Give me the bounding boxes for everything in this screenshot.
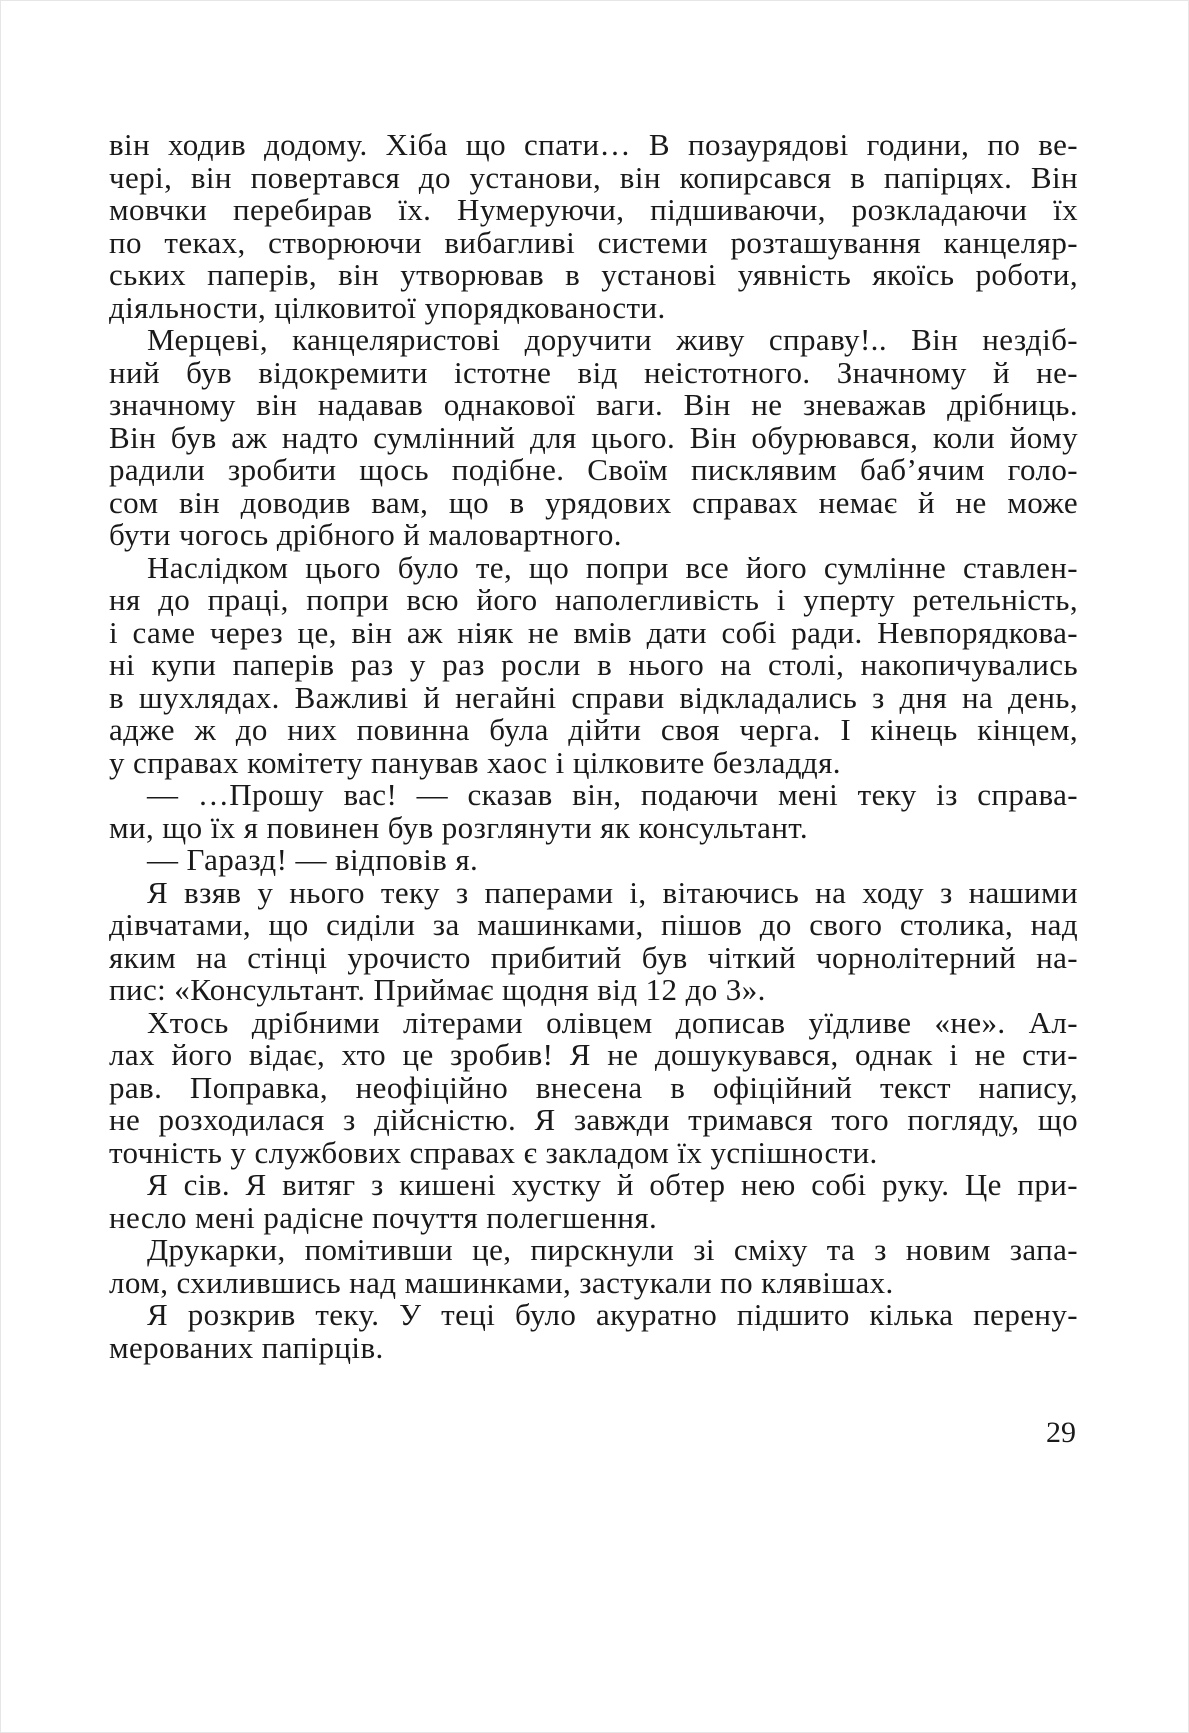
text-line: сом він доводив вам, що в урядових справах немає й не може bbox=[109, 484, 1078, 520]
text-line: в шухлядах. Важливі й негайні справи відкладались з дня на день, bbox=[109, 679, 1078, 715]
text-line: Друкарки, помітивши це, пирскнули зі сміху та з новим запа- bbox=[147, 1232, 1078, 1267]
text-line: Наслідком цього було те, що попри все його сумлінне ставлен- bbox=[147, 549, 1078, 585]
paragraph bbox=[109, 129, 1078, 324]
page-number: 29 bbox=[1046, 1416, 1076, 1449]
text-line: адже ж до них повинна була дійти своя черга. І кінець кінцем, bbox=[109, 712, 1078, 747]
paragraph bbox=[109, 1169, 1078, 1234]
text-line: не розходилася з дійсністю. Я завжди тримався того погляду, що bbox=[109, 1102, 1078, 1137]
text-line: ня до праці, попри всю його наполегливість і уперту ретельність, bbox=[109, 582, 1078, 617]
text-line: значному він надавав однакової ваги. Він не зневажав дрібниць. bbox=[109, 387, 1078, 422]
paragraph bbox=[109, 324, 1078, 552]
text-line: дівчатами, що сиділи за машинками, пішов до свого столика, над bbox=[109, 907, 1078, 942]
text-line: лом, схилившись над машинками, застукали по клявішах. bbox=[109, 1264, 894, 1300]
paragraph bbox=[109, 1299, 1078, 1364]
text-line: Мерцеві, канцеляристові доручити живу справу!.. Він нездіб- bbox=[147, 322, 1078, 357]
text-line: радили зробити щось подібне. Своїм писклявим баб’ячим голо- bbox=[109, 452, 1078, 487]
text-line: бути чогось дрібного й маловартного. bbox=[109, 517, 622, 552]
text-line: — …Прошу вас! — сказав він, подаючи мені теку із справа- bbox=[147, 777, 1078, 812]
text-line: мерованих папірців. bbox=[109, 1329, 384, 1365]
text-line: у справах комітету панував хаос і цілковите безладдя. bbox=[109, 744, 841, 780]
text-line: яким на стінці урочисто прибитий був чіткий чорнолітерний на- bbox=[109, 939, 1078, 975]
text-column bbox=[109, 129, 1078, 1364]
text-line: чері, він повертався до установи, він копирсався в папірцях. Він bbox=[109, 159, 1078, 195]
text-line: Я сів. Я витяг з кишені хустку й обтер нею собі руку. Це при- bbox=[147, 1167, 1078, 1202]
text-line: пис: «Консультант. Приймає щодня від 12 до 3». bbox=[109, 972, 766, 1007]
paragraph bbox=[109, 844, 1078, 877]
paragraph bbox=[109, 874, 1078, 1007]
paragraph bbox=[109, 1004, 1078, 1170]
text-line: мовчки перебирав їх. Нумеруючи, підшиваючи, розкладаючи їх bbox=[109, 192, 1078, 227]
text-line: Я розкрив теку. У теці було акуратно підшито кілька перену- bbox=[147, 1297, 1078, 1332]
text-line: несло мені радісне почуття полегшення. bbox=[109, 1199, 658, 1235]
text-line: діяльности, цілковитої упорядкованости. bbox=[109, 289, 666, 325]
paragraph bbox=[109, 779, 1078, 844]
text-line: лах його відає, хто це зробив! Я не дошукувався, однак і не сти- bbox=[109, 1037, 1078, 1072]
text-line: Він був аж надто сумлінний для цього. Він обурювався, коли йому bbox=[109, 419, 1078, 455]
text-line: і саме через це, він аж ніяк не вмів дати собі ради. Невпорядкова- bbox=[109, 614, 1078, 650]
text-line: — Гаразд! — відповів я. bbox=[147, 842, 479, 877]
text-line: ний був відокремити істотне від неістотного. Значному й не- bbox=[109, 354, 1078, 390]
paragraph bbox=[109, 1234, 1078, 1299]
text-line: ні купи паперів раз у раз росли в нього на столі, накопичувались bbox=[109, 647, 1078, 682]
paragraph bbox=[109, 549, 1078, 780]
text-line: рав. Поправка, неофіційно внесена в офіційний текст напису, bbox=[109, 1069, 1078, 1105]
text-line: Я взяв у нього теку з паперами і, вітаючись на ходу з нашими bbox=[147, 874, 1078, 910]
text-line: він ходив додому. Хіба що спати… В позаурядові години, по ве- bbox=[109, 127, 1078, 162]
text-line: Хтось дрібними літерами олівцем дописав уїдливе «не». Ал- bbox=[147, 1004, 1078, 1040]
text-line: по теках, створюючи вибагливі системи розташування канцеляр- bbox=[109, 224, 1078, 260]
text-line: ських паперів, він утворював в установі уявність якоїсь роботи, bbox=[109, 257, 1078, 292]
text-line: ми, що їх я повинен був розглянути як консультант. bbox=[109, 809, 809, 845]
text-line: точність у службових справах є закладом їх успішности. bbox=[109, 1134, 878, 1170]
